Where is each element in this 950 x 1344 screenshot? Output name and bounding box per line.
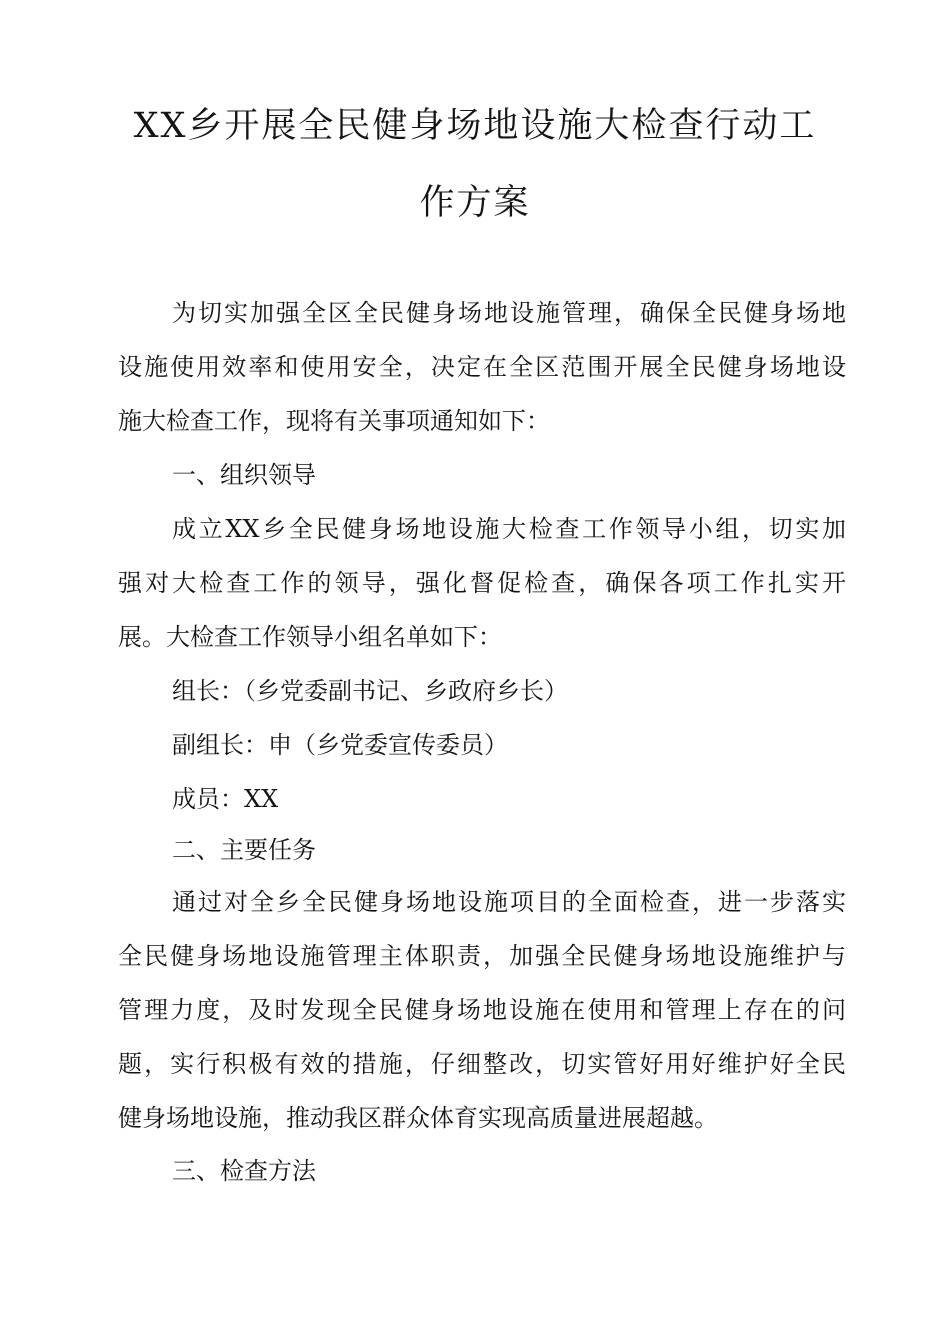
deputy-leader-line: 副组长：申（乡党委宣传委员） (172, 731, 508, 759)
section-2-line-5: 健身场地设施，推动我区群众体育实现高质量进展超越。 (118, 1104, 718, 1132)
section-2-heading: 二、主要任务 (172, 836, 316, 864)
intro-line-3: 施大检查工作，现将有关事项通知如下： (118, 407, 550, 435)
section-2-line-2: 全民健身场地设施管理主体职责，加强全民健身场地设施维护与 (118, 942, 846, 970)
document-title-line-2: 作方案 (419, 183, 531, 223)
section-3-heading: 三、检查方法 (172, 1157, 316, 1185)
intro-line-1: 为切实加强全区全民健身场地设施管理，确保全民健身场地 (172, 299, 846, 327)
section-2-line-3: 管理力度，及时发现全民健身场地设施在使用和管理上存在的问 (118, 996, 846, 1024)
section-1-heading: 一、组织领导 (172, 461, 316, 489)
section-1-line-3: 展。大检查工作领导小组名单如下： (118, 623, 502, 651)
section-1-line-1: 成立XX乡全民健身场地设施大检查工作领导小组，切实加 (172, 515, 846, 543)
members-line: 成员：XX (172, 785, 279, 813)
intro-line-2: 设施使用效率和使用安全，决定在全区范围开展全民健身场地设 (118, 353, 846, 381)
section-1-line-2: 强对大检查工作的领导，强化督促检查，确保各项工作扎实开 (118, 569, 846, 597)
section-2-line-1: 通过对全乡全民健身场地设施项目的全面检查，进一步落实 (172, 888, 846, 916)
document-title-line-1: XX乡开展全民健身场地设施大检查行动工 (133, 106, 817, 146)
section-2-line-4: 题，实行积极有效的措施，仔细整改，切实管好用好维护好全民 (118, 1050, 846, 1078)
leader-line: 组长：（乡党委副书记、乡政府乡长） (172, 677, 568, 705)
